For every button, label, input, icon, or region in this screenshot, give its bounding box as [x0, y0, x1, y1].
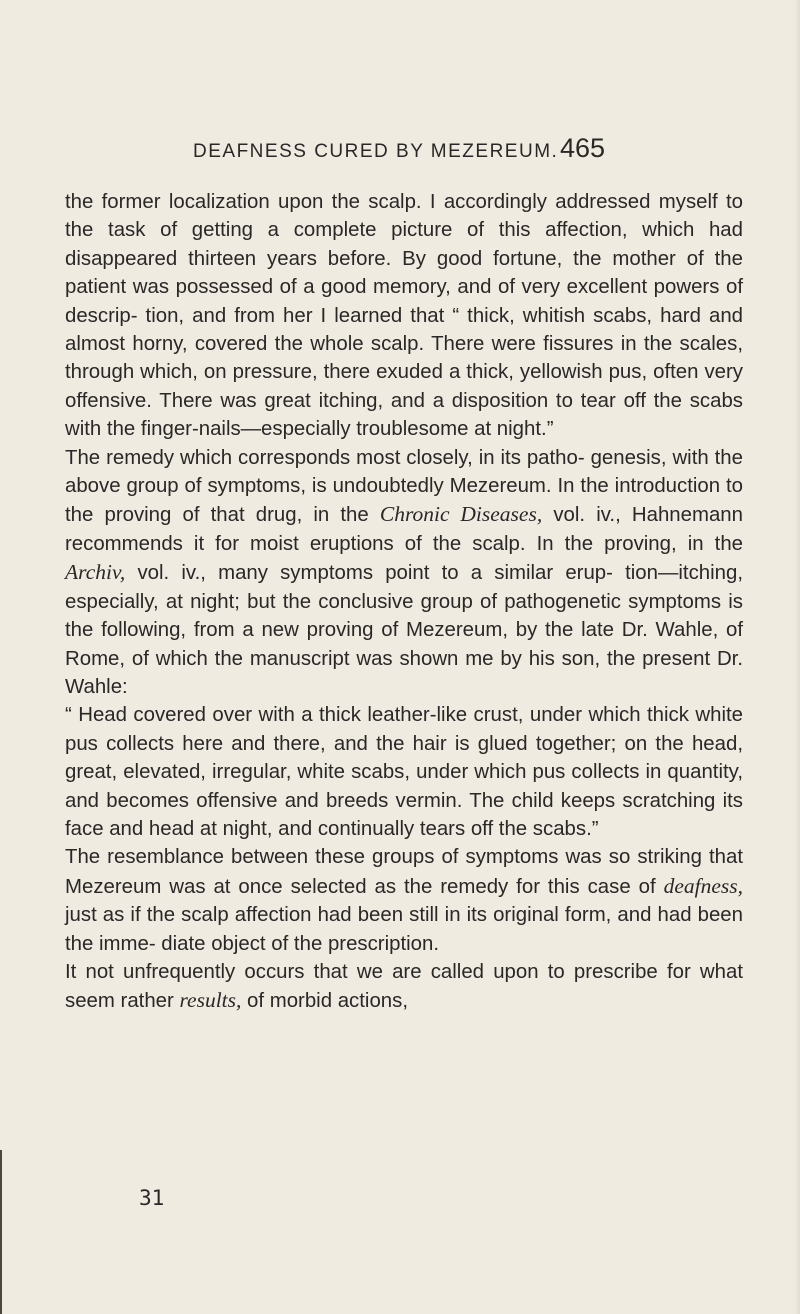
text-segment: “ Head covered over with a thick leather-like crust, under which thick white pus collects here and there, and the hair is glued together; on the head, great, elevated, irregular, white scabs, under which pus collects in quantity, and becomes offensive and breeds vermin. The child keeps scratching its face and head at night, and continually tears off the scabs.”	[65, 704, 743, 840]
running-title: DEAFNESS CURED BY MEZEREUM.	[193, 141, 559, 162]
text-segment: The resemblance between these groups of symptoms was so striking that Mezereum was at once selected as the remedy for this case of	[65, 846, 743, 898]
paragraph-3-quotation	[65, 701, 743, 843]
italic-title-chronic-diseases: Chronic Diseases,	[379, 502, 543, 527]
italic-title-archiv: Archiv,	[65, 560, 126, 585]
page-edge-shadow	[794, 0, 800, 1314]
italic-word-results: results,	[179, 988, 242, 1013]
paragraph-2	[65, 444, 743, 702]
running-head	[0, 133, 800, 173]
signature-mark: 31	[139, 1186, 165, 1210]
paragraph-5	[65, 958, 743, 1016]
text-segment: the former localization upon the scalp. I accordingly addressed myself to the task of getting a complete picture of this affection, which had disappeared thirteen years before. By good fortune, the mother of the patient was possessed of a good memory, and of very excellent powers of descrip- tion, and from her I learned that “ thick, whitish scabs, hard and almost horny, covered the whole scalp. There were fissures in the scales, through which, on pressure, there exuded a thick, yellowish pus, often very offensive. There was great itching, and a disposition to tear off the scabs with the finger-nails—especially troublesome at night.”	[65, 191, 743, 441]
text-segment: of morbid actions,	[241, 990, 408, 1013]
page-number: 465	[560, 133, 606, 163]
text-segment: vol. iv., many symptoms point to a similar erup- tion—itching, especially, at night; but the conclusive group of pathogenetic symptoms is the following, from a new proving of Mezereum, by the late Dr. Wahle, of Rome, of which the manuscript was shown me by his son, the present Dr. Wahle:	[65, 562, 743, 698]
text-segment: The remedy which corresponds most closely, in its patho- genesis, with the above group of symptoms, is undoubtedly Mezereum. In the introduction to the proving of that drug, in the	[65, 446, 743, 527]
body-text	[65, 188, 743, 1016]
text-segment: just as if the scalp affection had been still in its original form, and had been the imme- diate object of the prescription.	[65, 904, 743, 955]
text-segment: It not unfrequently occurs that we are called upon to prescribe for what seem rather	[65, 960, 743, 1013]
text-segment: vol. iv., Hahnemann recommends it for moist eruptions of the scalp. In the proving, in the	[65, 504, 743, 555]
binding-edge-mark	[0, 1150, 2, 1314]
paragraph-4	[65, 843, 743, 958]
paragraph-1	[65, 188, 743, 444]
italic-word-deafness: deafness,	[663, 873, 743, 898]
